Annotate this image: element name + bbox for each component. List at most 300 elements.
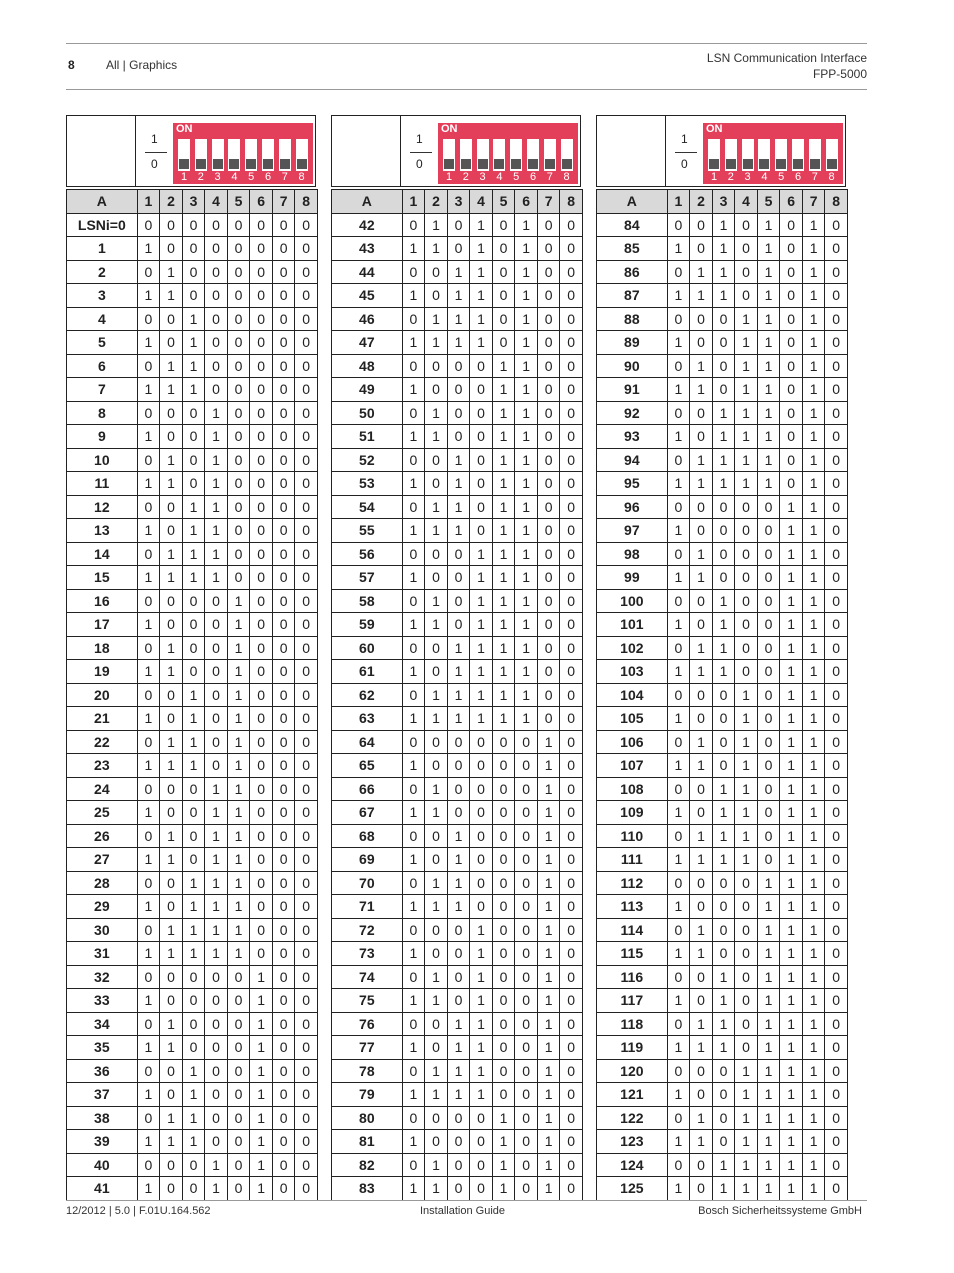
address-cell: 28: [67, 871, 138, 895]
table-row: [67, 1177, 318, 1201]
switch-cell: 1: [735, 824, 758, 848]
switch-cell: 0: [825, 777, 848, 801]
switch-cell: 1: [667, 1130, 690, 1154]
switch-cell: 1: [160, 824, 183, 848]
switch-cell: 1: [250, 1036, 273, 1060]
switch-cell: 1: [667, 848, 690, 872]
switch-cell: 1: [667, 284, 690, 308]
table-row: [67, 331, 318, 355]
switch-cell: 0: [825, 213, 848, 237]
switch-cell: 0: [295, 636, 318, 660]
switch-cell: 0: [780, 237, 803, 261]
switch-cell: 0: [295, 331, 318, 355]
switch-cell: 0: [272, 965, 295, 989]
switch-cell: 0: [492, 801, 515, 825]
address-cell: 65: [332, 754, 403, 778]
switch-cell: 0: [492, 331, 515, 355]
switch-cell: 1: [447, 284, 470, 308]
table-row: [67, 801, 318, 825]
switch-cell: 0: [515, 1106, 538, 1130]
table-row: [597, 1059, 848, 1083]
address-cell: 110: [597, 824, 668, 848]
dip-switch-lever: [228, 139, 240, 171]
table-row: [332, 589, 583, 613]
switch-cell: 1: [690, 918, 713, 942]
table-row: [67, 401, 318, 425]
switch-number: 3: [479, 171, 486, 183]
address-cell: 1: [67, 237, 138, 261]
switch-toggle: [478, 159, 488, 169]
switch-cell: 0: [560, 824, 583, 848]
switch-cell: 0: [137, 354, 160, 378]
dip-switch-lever: [443, 139, 455, 171]
address-cell: 87: [597, 284, 668, 308]
switch-cell: 1: [537, 895, 560, 919]
switch-cell: 1: [690, 472, 713, 496]
switch-cell: 0: [295, 730, 318, 754]
switch-cell: 1: [667, 1083, 690, 1107]
switch-cell: 0: [690, 895, 713, 919]
address-cell: 76: [332, 1012, 403, 1036]
address-cell: 57: [332, 566, 403, 590]
dip-switch-block: [173, 123, 313, 184]
switch-cell: 0: [205, 260, 228, 284]
dip-switch-lever: [245, 139, 257, 171]
switch-cell: 0: [825, 542, 848, 566]
switch-cell: 1: [802, 519, 825, 543]
switch-cell: 1: [160, 284, 183, 308]
switch-cell: 0: [825, 1036, 848, 1060]
switch-cell: 0: [272, 636, 295, 660]
switch-cell: 0: [690, 589, 713, 613]
switch-cell: 1: [160, 1036, 183, 1060]
switch-cell: 1: [667, 519, 690, 543]
switch-toggle: [494, 159, 504, 169]
switch-cell: 1: [802, 683, 825, 707]
switch-cell: 0: [160, 519, 183, 543]
switch-cell: 0: [137, 871, 160, 895]
switch-cell: 1: [690, 636, 713, 660]
switch-cell: 1: [780, 589, 803, 613]
switch-cell: 0: [560, 1177, 583, 1201]
switch-cell: 1: [757, 918, 780, 942]
switch-cell: 1: [492, 1177, 515, 1201]
switch-cell: 1: [137, 1130, 160, 1154]
switch-cell: 1: [780, 636, 803, 660]
switch-cell: 0: [295, 401, 318, 425]
switch-cell: 0: [757, 777, 780, 801]
switch-cell: 0: [137, 730, 160, 754]
table-row: [597, 401, 848, 425]
switch-toggle: [776, 159, 786, 169]
switch-cell: 0: [272, 1153, 295, 1177]
switch-cell: 0: [160, 425, 183, 449]
switch-cell: 0: [272, 542, 295, 566]
table-row: [67, 284, 318, 308]
column-switch-5: 5: [492, 190, 515, 214]
table-row: [332, 331, 583, 355]
switch-cell: 0: [205, 754, 228, 778]
switch-cell: 1: [447, 895, 470, 919]
switch-number: 2: [197, 171, 204, 183]
switch-cell: 1: [802, 213, 825, 237]
switch-cell: 1: [802, 589, 825, 613]
switch-cell: 1: [205, 448, 228, 472]
switch-cell: 0: [537, 378, 560, 402]
switch-cell: 0: [492, 307, 515, 331]
address-cell: 114: [597, 918, 668, 942]
switch-cell: 0: [537, 495, 560, 519]
switch-cell: 1: [402, 566, 425, 590]
table-row: [597, 989, 848, 1013]
switch-cell: 0: [447, 942, 470, 966]
switch-cell: 1: [735, 848, 758, 872]
switch-cell: 1: [402, 1036, 425, 1060]
switch-cell: 0: [447, 754, 470, 778]
switch-cell: 0: [137, 824, 160, 848]
table-row: [597, 213, 848, 237]
switch-cell: 1: [757, 1130, 780, 1154]
switch-cell: 0: [492, 284, 515, 308]
table-row: [67, 237, 318, 261]
table-row: [597, 777, 848, 801]
switch-cell: 1: [780, 730, 803, 754]
switch-cell: 0: [425, 730, 448, 754]
switch-cell: 0: [160, 589, 183, 613]
address-cell: 44: [332, 260, 403, 284]
switch-cell: 0: [227, 260, 250, 284]
switch-cell: 0: [825, 519, 848, 543]
table-row: [597, 824, 848, 848]
switch-cell: 0: [825, 1177, 848, 1201]
switch-cell: 0: [537, 589, 560, 613]
address-cell: 51: [332, 425, 403, 449]
switch-cell: 0: [560, 848, 583, 872]
switch-cell: 1: [515, 660, 538, 684]
table-row: [67, 1012, 318, 1036]
address-cell: 69: [332, 848, 403, 872]
switch-cell: 1: [182, 495, 205, 519]
switch-cell: 1: [712, 1177, 735, 1201]
switch-cell: 0: [560, 965, 583, 989]
switch-cell: 0: [667, 918, 690, 942]
switch-cell: 1: [447, 824, 470, 848]
address-cell: 34: [67, 1012, 138, 1036]
switch-cell: 0: [712, 707, 735, 731]
switch-cell: 0: [425, 378, 448, 402]
switch-cell: 0: [160, 331, 183, 355]
switch-cell: 0: [780, 307, 803, 331]
switch-cell: 0: [667, 965, 690, 989]
switch-cell: 0: [182, 777, 205, 801]
switch-cell: 0: [402, 824, 425, 848]
switch-cell: 0: [825, 848, 848, 872]
switch-number: 4: [231, 171, 238, 183]
switch-cell: 1: [757, 472, 780, 496]
switch-cell: 0: [425, 1130, 448, 1154]
switch-cell: 1: [690, 1012, 713, 1036]
switch-cell: 0: [205, 1012, 228, 1036]
switch-cell: 0: [182, 260, 205, 284]
switch-cell: 0: [560, 284, 583, 308]
switch-cell: 1: [447, 683, 470, 707]
switch-cell: 1: [425, 1083, 448, 1107]
switch-cell: 1: [780, 707, 803, 731]
switch-cell: 0: [402, 918, 425, 942]
switch-cell: 0: [667, 401, 690, 425]
switch-cell: 1: [227, 824, 250, 848]
table-row: [332, 1130, 583, 1154]
switch-cell: 1: [205, 918, 228, 942]
switch-cell: 1: [137, 1083, 160, 1107]
switch-cell: 0: [295, 284, 318, 308]
switch-cell: 1: [802, 260, 825, 284]
switch-cell: 0: [272, 284, 295, 308]
switch-cell: 1: [690, 566, 713, 590]
address-cell: 58: [332, 589, 403, 613]
address-cell: 124: [597, 1153, 668, 1177]
address-cell: 112: [597, 871, 668, 895]
switch-cell: 1: [402, 989, 425, 1013]
address-cell: 93: [597, 425, 668, 449]
table-row: [597, 354, 848, 378]
switch-cell: 0: [402, 965, 425, 989]
address-cell: 99: [597, 566, 668, 590]
address-cell: 30: [67, 918, 138, 942]
column-switch-4: 4: [735, 190, 758, 214]
switch-cell: 1: [802, 707, 825, 731]
switch-cell: 1: [735, 1059, 758, 1083]
table-row: [67, 448, 318, 472]
switch-cell: 0: [182, 1177, 205, 1201]
switch-cell: 0: [470, 848, 493, 872]
switch-cell: 0: [295, 989, 318, 1013]
switch-cell: 1: [402, 942, 425, 966]
switch-cell: 1: [470, 1036, 493, 1060]
address-cell: 37: [67, 1083, 138, 1107]
address-cell: 105: [597, 707, 668, 731]
switch-cell: 0: [425, 566, 448, 590]
switch-cell: 0: [735, 989, 758, 1013]
switch-cell: 0: [515, 942, 538, 966]
switch-cell: 1: [712, 425, 735, 449]
table-row: [597, 942, 848, 966]
switch-cell: 1: [735, 1130, 758, 1154]
switch-cell: 0: [735, 918, 758, 942]
switch-cell: 1: [780, 754, 803, 778]
switch-toggle: [528, 159, 538, 169]
table-row: [67, 1130, 318, 1154]
switch-cell: 0: [712, 871, 735, 895]
switch-cell: 1: [802, 425, 825, 449]
switch-cell: 0: [825, 472, 848, 496]
switch-cell: 1: [757, 260, 780, 284]
switch-cell: 0: [537, 519, 560, 543]
address-cell: 16: [67, 589, 138, 613]
switch-cell: 0: [160, 1177, 183, 1201]
switch-cell: 1: [470, 260, 493, 284]
switch-cell: 0: [250, 848, 273, 872]
switch-cell: 1: [802, 472, 825, 496]
switch-cell: 0: [425, 848, 448, 872]
switch-cell: 1: [425, 965, 448, 989]
address-cell: 17: [67, 613, 138, 637]
address-cell: 3: [67, 284, 138, 308]
table-row: [597, 871, 848, 895]
switch-cell: 1: [425, 895, 448, 919]
page-number: 8: [68, 58, 75, 72]
dip-switch-lever: [178, 139, 190, 171]
switch-cell: 1: [515, 683, 538, 707]
switch-cell: 1: [757, 1012, 780, 1036]
address-cell: 49: [332, 378, 403, 402]
switch-cell: 0: [560, 636, 583, 660]
switch-cell: 1: [205, 542, 228, 566]
switch-cell: 0: [537, 472, 560, 496]
switch-cell: 0: [250, 284, 273, 308]
switch-cell: 1: [712, 824, 735, 848]
switch-cell: 1: [470, 989, 493, 1013]
switch-cell: 1: [537, 871, 560, 895]
switch-cell: 1: [492, 401, 515, 425]
switch-cell: 1: [735, 730, 758, 754]
switch-cell: 0: [227, 542, 250, 566]
switch-cell: 1: [712, 1153, 735, 1177]
switch-cell: 1: [227, 754, 250, 778]
switch-cell: 1: [470, 284, 493, 308]
switch-cell: 1: [470, 1059, 493, 1083]
switch-cell: 0: [425, 542, 448, 566]
switch-cell: 1: [137, 895, 160, 919]
switch-cell: 1: [182, 871, 205, 895]
switch-cell: 0: [402, 1012, 425, 1036]
switch-number: 2: [462, 171, 469, 183]
table-row: [67, 425, 318, 449]
table-row: [332, 378, 583, 402]
switch-cell: 1: [690, 1130, 713, 1154]
switch-cell: 0: [425, 260, 448, 284]
switch-cell: 1: [802, 542, 825, 566]
switch-cell: 0: [690, 1083, 713, 1107]
switch-cell: 1: [802, 1083, 825, 1107]
switch-cell: 0: [537, 636, 560, 660]
table-row: [332, 472, 583, 496]
table-row: [67, 824, 318, 848]
switch-cell: 1: [712, 448, 735, 472]
switch-cell: 0: [757, 542, 780, 566]
switch-cell: 1: [137, 1036, 160, 1060]
switch-cell: 0: [295, 895, 318, 919]
table-row: [67, 777, 318, 801]
switch-cell: 0: [537, 284, 560, 308]
switch-cell: 1: [780, 519, 803, 543]
switch-cell: 0: [160, 683, 183, 707]
switch-cell: 1: [690, 754, 713, 778]
table-row: [597, 472, 848, 496]
table-row: [332, 895, 583, 919]
table-row: [597, 1036, 848, 1060]
switch-cell: 1: [712, 801, 735, 825]
switch-cell: 0: [560, 331, 583, 355]
switch-cell: 0: [272, 989, 295, 1013]
switch-cell: 1: [227, 707, 250, 731]
switch-cell: 1: [712, 1012, 735, 1036]
address-cell: 113: [597, 895, 668, 919]
table-row: [67, 1153, 318, 1177]
switch-cell: 1: [250, 1012, 273, 1036]
switch-toggle: [827, 159, 837, 169]
table-row: [67, 636, 318, 660]
switch-cell: 0: [250, 519, 273, 543]
switch-cell: 0: [712, 354, 735, 378]
switch-toggle: [759, 159, 769, 169]
table-row: [597, 895, 848, 919]
switch-cell: 0: [272, 801, 295, 825]
switch-cell: 0: [560, 589, 583, 613]
switch-cell: 0: [492, 1036, 515, 1060]
switch-cell: 0: [205, 354, 228, 378]
switch-cell: 0: [825, 660, 848, 684]
switch-cell: 1: [515, 284, 538, 308]
switch-cell: 0: [825, 448, 848, 472]
switch-cell: 1: [402, 801, 425, 825]
switch-cell: 0: [492, 730, 515, 754]
switch-cell: 0: [560, 354, 583, 378]
switch-label-one: 1: [151, 132, 158, 146]
switch-cell: 1: [160, 378, 183, 402]
switch-cell: 1: [690, 942, 713, 966]
switch-cell: 0: [470, 777, 493, 801]
table-row: [597, 1130, 848, 1154]
switch-cell: 0: [272, 848, 295, 872]
switch-cell: 0: [250, 260, 273, 284]
table-row: [597, 660, 848, 684]
column-address: A: [67, 190, 138, 214]
address-cell: 11: [67, 472, 138, 496]
switch-cell: 1: [425, 331, 448, 355]
switch-cell: 1: [492, 660, 515, 684]
table-row: [332, 660, 583, 684]
switch-cell: 0: [205, 636, 228, 660]
switch-cell: 0: [560, 495, 583, 519]
switch-cell: 1: [537, 730, 560, 754]
switch-cell: 0: [667, 636, 690, 660]
switch-cell: 0: [712, 1130, 735, 1154]
address-cell: 107: [597, 754, 668, 778]
switch-cell: 1: [667, 331, 690, 355]
switch-cell: 0: [295, 918, 318, 942]
switch-number: 5: [513, 171, 520, 183]
switch-cell: 1: [425, 589, 448, 613]
address-cell: 72: [332, 918, 403, 942]
switch-cell: 0: [272, 378, 295, 402]
table-row: [332, 942, 583, 966]
switch-cell: 0: [205, 378, 228, 402]
switch-cell: 0: [182, 989, 205, 1013]
switch-cell: 0: [250, 307, 273, 331]
switch-cell: 0: [425, 1106, 448, 1130]
table-row: [67, 660, 318, 684]
address-cell: 38: [67, 1106, 138, 1130]
table-row: [67, 895, 318, 919]
switch-cell: 0: [825, 1083, 848, 1107]
switch-cell: 1: [515, 213, 538, 237]
address-cell: 14: [67, 542, 138, 566]
switch-cell: 0: [425, 472, 448, 496]
switch-cell: 1: [492, 1106, 515, 1130]
switch-cell: 0: [295, 871, 318, 895]
switch-cell: 1: [447, 1059, 470, 1083]
